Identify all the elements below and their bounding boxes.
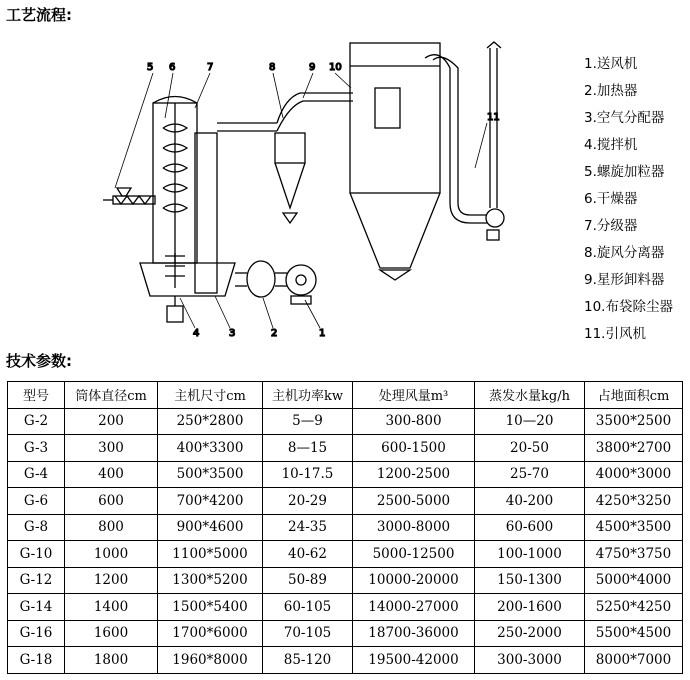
- table-cell: 4750*3750: [585, 541, 683, 568]
- diagram-label-1: 1: [319, 328, 326, 338]
- legend-item: 2.加热器: [584, 83, 638, 99]
- table-cell: G-4: [8, 461, 65, 488]
- table-cell: 20-29: [263, 488, 353, 515]
- table-cell: 400*3300: [158, 435, 263, 462]
- table-row: [8, 541, 683, 568]
- table-cell: 20-50: [475, 435, 585, 462]
- table-cell: 10000-20000: [353, 567, 475, 594]
- col-header-power: 主机功率kw: [263, 382, 353, 409]
- table-cell: 800: [65, 514, 158, 541]
- diagram-label-9: 9: [309, 62, 316, 73]
- table-cell: 5—9: [263, 408, 353, 435]
- col-header-evaporation: 蒸发水量kg/h: [475, 382, 585, 409]
- table-cell: 18700-36000: [353, 620, 475, 647]
- col-header-airflow: 处理风量m³: [353, 382, 475, 409]
- table-cell: 4000*3000: [585, 461, 683, 488]
- table-cell: 10-17.5: [263, 461, 353, 488]
- table-cell: 1400: [65, 594, 158, 621]
- table-cell: 200: [65, 408, 158, 435]
- table-cell: 25-70: [475, 461, 585, 488]
- table-cell: 500*3500: [158, 461, 263, 488]
- table-cell: 14000-27000: [353, 594, 475, 621]
- diagram-label-7: 7: [207, 62, 214, 73]
- table-cell: G-2: [8, 408, 65, 435]
- table-cell: 40-200: [475, 488, 585, 515]
- process-flow-title: 工艺流程:: [6, 6, 72, 24]
- col-header-footprint: 占地面积cm: [585, 382, 683, 409]
- legend-item: 1.送风机: [584, 56, 638, 72]
- table-cell: G-18: [8, 647, 65, 674]
- duct: [217, 93, 353, 131]
- air-distributor: [140, 253, 235, 322]
- legend-item: 6.干燥器: [584, 191, 638, 207]
- exhaust-line: [425, 42, 504, 240]
- table-cell: 3500*2500: [585, 408, 683, 435]
- diagram-label-11: 11: [487, 112, 500, 123]
- col-header-model: 型号: [8, 382, 65, 409]
- table-cell: 3800*2700: [585, 435, 683, 462]
- table-cell: 5000*4000: [585, 567, 683, 594]
- table-cell: 250-2000: [475, 620, 585, 647]
- legend-item: 4.搅拌机: [584, 137, 638, 153]
- table-cell: 2500-5000: [353, 488, 475, 515]
- table-cell: 8000*7000: [585, 647, 683, 674]
- table-cell: G-14: [8, 594, 65, 621]
- legend-item: 3.空气分配器: [584, 110, 665, 126]
- table-cell: 1700*6000: [158, 620, 263, 647]
- component-legend: [584, 54, 690, 351]
- table-cell: 250*2800: [158, 408, 263, 435]
- table-cell: G-3: [8, 435, 65, 462]
- table-row: [8, 514, 683, 541]
- table-cell: 5250*4250: [585, 594, 683, 621]
- table-cell: 10—20: [475, 408, 585, 435]
- table-cell: 24-35: [263, 514, 353, 541]
- table-cell: 1600: [65, 620, 158, 647]
- table-cell: 1500*5400: [158, 594, 263, 621]
- cyclone-separator: [275, 133, 305, 223]
- table-cell: 200-1600: [475, 594, 585, 621]
- table-row: [8, 620, 683, 647]
- table-cell: 5000-12500: [353, 541, 475, 568]
- table-cell: 100-1000: [475, 541, 585, 568]
- tech-params-table: [7, 381, 683, 674]
- table-cell: 60-105: [263, 594, 353, 621]
- table-cell: 300-800: [353, 408, 475, 435]
- table-row: [8, 461, 683, 488]
- legend-item: 7.分级器: [584, 218, 638, 234]
- legend-item: 10.布袋除尘器: [584, 299, 673, 315]
- table-row: [8, 647, 683, 674]
- table-cell: 400: [65, 461, 158, 488]
- table-cell: 4250*3250: [585, 488, 683, 515]
- table-cell: 1000: [65, 541, 158, 568]
- table-cell: 40-62: [263, 541, 353, 568]
- table-row: [8, 488, 683, 515]
- table-header-row: [8, 382, 683, 409]
- diagram-label-4: 4: [193, 328, 200, 338]
- table-cell: 3000-8000: [353, 514, 475, 541]
- table-cell: 70-105: [263, 620, 353, 647]
- diagram-label-5: 5: [147, 62, 154, 73]
- table-cell: 1200-2500: [353, 461, 475, 488]
- table-row: [8, 594, 683, 621]
- table-row: [8, 435, 683, 462]
- table-cell: 60-600: [475, 514, 585, 541]
- table-cell: 5500*4500: [585, 620, 683, 647]
- diagram-label-8: 8: [269, 62, 276, 73]
- table-cell: 300: [65, 435, 158, 462]
- table-cell: 300-3000: [475, 647, 585, 674]
- table-row: [8, 408, 683, 435]
- table-cell: G-12: [8, 567, 65, 594]
- process-flow-diagram: [95, 38, 575, 338]
- bag-filter: [350, 43, 440, 280]
- diagram-label-6: 6: [169, 62, 176, 73]
- tech-params-title: 技术参数:: [6, 352, 72, 370]
- diagram-label-2: 2: [271, 328, 278, 338]
- table-cell: 1100*5000: [158, 541, 263, 568]
- table-cell: G-8: [8, 514, 65, 541]
- table-cell: 4500*3500: [585, 514, 683, 541]
- leader-lines: [115, 73, 487, 328]
- table-cell: G-16: [8, 620, 65, 647]
- table-cell: 1300*5200: [158, 567, 263, 594]
- table-cell: G-6: [8, 488, 65, 515]
- table-cell: 85-120: [263, 647, 353, 674]
- col-header-size: 主机尺寸cm: [158, 382, 263, 409]
- table-cell: 1960*8000: [158, 647, 263, 674]
- legend-item: 8.旋风分离器: [584, 245, 665, 261]
- table-cell: 600-1500: [353, 435, 475, 462]
- heater-blower: [235, 261, 316, 304]
- table-cell: 900*4600: [158, 514, 263, 541]
- table-cell: 8—15: [263, 435, 353, 462]
- table-row: [8, 567, 683, 594]
- table-cell: 1200: [65, 567, 158, 594]
- legend-item: 9.星形卸料器: [584, 272, 665, 288]
- table-cell: 19500-42000: [353, 647, 475, 674]
- legend-item: 11.引风机: [584, 326, 646, 342]
- table-cell: 600: [65, 488, 158, 515]
- screw-feeder: [103, 188, 155, 204]
- table-cell: 1800: [65, 647, 158, 674]
- table-cell: G-10: [8, 541, 65, 568]
- table-cell: 700*4200: [158, 488, 263, 515]
- diagram-label-3: 3: [229, 328, 236, 338]
- table-cell: 150-1300: [475, 567, 585, 594]
- col-header-diameter: 筒体直径cm: [65, 382, 158, 409]
- diagram-label-10: 10: [329, 62, 342, 73]
- legend-item: 5.螺旋加粒器: [584, 164, 665, 180]
- table-cell: 50-89: [263, 567, 353, 594]
